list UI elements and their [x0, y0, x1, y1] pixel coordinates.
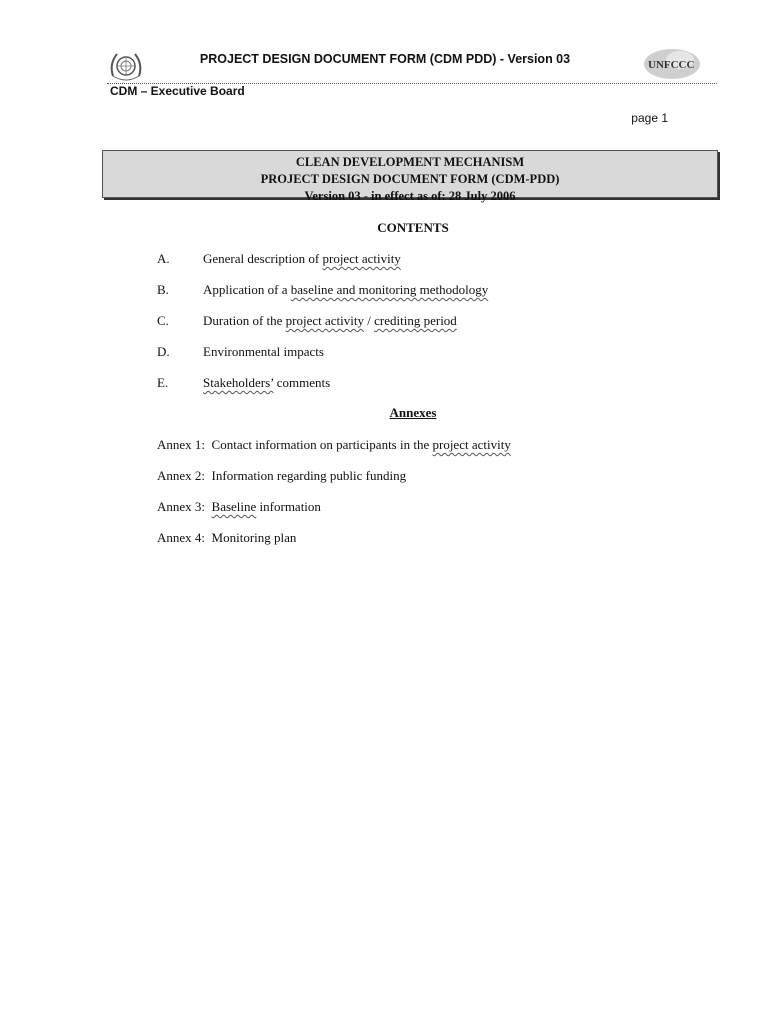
unfccc-logo: [620, 46, 710, 80]
section-b: [157, 282, 488, 298]
page-number: page 1: [631, 111, 668, 125]
section-term: Stakeholders’: [203, 375, 274, 390]
section-letter: D.: [157, 344, 170, 359]
title-line-1: CLEAN DEVELOPMENT MECHANISM: [295, 155, 525, 169]
section-text: General description of: [203, 251, 323, 266]
section-letter: C.: [157, 313, 169, 328]
annex-2: [157, 468, 406, 484]
annex-label: Annex 1:: [157, 437, 206, 452]
annex-1: [157, 437, 511, 453]
title-box: [102, 150, 718, 203]
section-c: [157, 313, 457, 329]
contents-heading: CONTENTS: [377, 220, 449, 235]
section-term: crediting period: [374, 313, 457, 328]
section-text: comments: [273, 375, 331, 390]
section-text: Application of a: [203, 282, 291, 297]
section-text: Duration of the: [203, 313, 286, 328]
annex-text: Monitoring plan: [211, 530, 297, 545]
svg-text:UNFCCC: UNFCCC: [648, 59, 695, 71]
annex-text: Information regarding public funding: [211, 468, 407, 483]
annex-term: project activity: [432, 437, 511, 452]
section-letter: E.: [157, 375, 169, 390]
annex-label: Annex 3:: [157, 499, 206, 514]
annex-4: [157, 530, 296, 546]
title-line-3: Version 03 - in effect as of: 28 July 2006: [304, 189, 516, 203]
executive-board-label: CDM – Executive Board: [110, 84, 245, 98]
section-d: [157, 344, 324, 360]
section-text: /: [364, 313, 375, 328]
section-letter: B.: [157, 282, 169, 297]
section-term: project activity: [285, 313, 365, 328]
annex-text: information: [256, 499, 321, 514]
section-a: [157, 251, 401, 267]
section-term: baseline and monitoring methodology: [290, 282, 489, 297]
annex-label: Annex 4:: [157, 530, 206, 545]
title-line-2: PROJECT DESIGN DOCUMENT FORM (CDM-PDD): [260, 172, 560, 186]
header-title: PROJECT DESIGN DOCUMENT FORM (CDM PDD) - Version 03: [199, 52, 571, 66]
annex-term: Baseline: [211, 499, 257, 514]
section-e: [157, 375, 330, 391]
annex-3: [157, 499, 321, 515]
section-text: Environmental impacts: [203, 344, 324, 359]
annex-label: Annex 2:: [157, 468, 206, 483]
annex-text: Contact information on participants in the: [211, 437, 433, 452]
section-letter: A.: [157, 251, 170, 266]
annexes-heading: Annexes: [389, 405, 437, 420]
section-term: project activity: [322, 251, 401, 266]
